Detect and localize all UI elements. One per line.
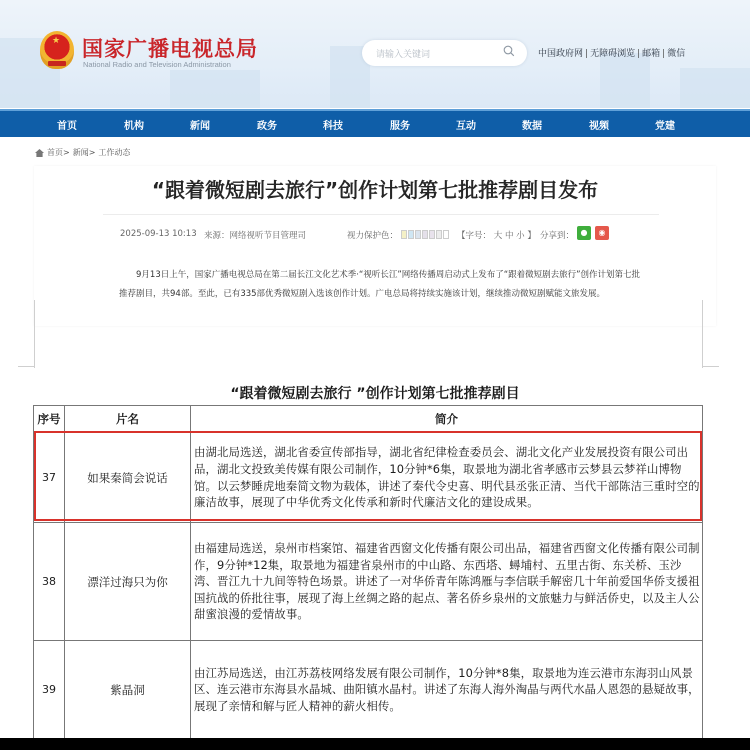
top-links bbox=[538, 46, 685, 59]
nav-item-services[interactable]: 服务 bbox=[390, 121, 410, 132]
table-row bbox=[34, 433, 703, 523]
nav-item-org[interactable]: 机构 bbox=[124, 121, 144, 132]
separator: | bbox=[662, 49, 666, 59]
eye-protect-setting bbox=[347, 229, 450, 241]
share-label: 分享到： bbox=[540, 231, 575, 241]
breadcrumb-home[interactable]: 首页> bbox=[47, 148, 70, 157]
column-header-number: 序号 bbox=[34, 406, 65, 433]
nav-item-video[interactable]: 视频 bbox=[589, 121, 609, 132]
nav-item-affairs[interactable]: 政务 bbox=[257, 121, 277, 132]
search-input[interactable]: 请输入关键词 bbox=[376, 50, 431, 60]
emblem-ribbon bbox=[48, 61, 66, 66]
font-size-small[interactable]: 小 bbox=[516, 231, 525, 241]
row-summary: 由福建局选送，泉州市档案馆、福建省西窗文化传播有限公司出品，福建省西窗文化传播有限公司制作，9分钟*12集，取景地为福建省泉州市的中山路、东西塔、蟳埔村、五里古街、东关桥、玉沙湾、晋江九十九间等特色场景。讲述了一对华侨青年陈鸿雁与李信联手解密几十年前爱国华侨支援祖国抗战的侨批往事，展现了海上丝绸之路的起点、著名侨乡泉州的文旅魅力与鲜活侨史，以及主人公甜蜜浪漫的爱情故事。 bbox=[191, 523, 703, 641]
wechat-icon[interactable]: ● bbox=[577, 226, 591, 240]
table-header-row bbox=[34, 406, 703, 433]
row-number: 38 bbox=[34, 523, 65, 641]
national-emblem-icon[interactable] bbox=[40, 31, 74, 69]
title-divider bbox=[103, 214, 659, 215]
breadcrumb-news[interactable]: 新闻> bbox=[72, 148, 96, 157]
crop-mark bbox=[18, 366, 35, 367]
crop-mark bbox=[702, 366, 719, 367]
separator: | bbox=[585, 49, 589, 59]
site-logo-title[interactable]: 国家广播电视总局 bbox=[82, 37, 258, 61]
background-building bbox=[170, 70, 260, 108]
font-size-end: 】 bbox=[527, 231, 536, 241]
recommended-dramas-table bbox=[33, 405, 703, 739]
row-number: 39 bbox=[34, 641, 65, 739]
source-value: 网络视听节目管理司 bbox=[229, 231, 307, 241]
nav-item-news[interactable]: 新闻 bbox=[190, 121, 210, 132]
link-gov-portal[interactable]: 中国政府网 bbox=[538, 49, 584, 59]
eye-color-swatch[interactable] bbox=[408, 230, 414, 239]
row-title: 如果秦简会说话 bbox=[65, 433, 191, 523]
link-wechat[interactable]: 微信 bbox=[667, 49, 686, 59]
search-box[interactable] bbox=[362, 40, 527, 66]
background-building bbox=[680, 68, 750, 108]
article-title: “跟着微短剧去旅行”创作计划第七批推荐剧目发布 bbox=[151, 178, 599, 202]
font-size-large[interactable]: 大 bbox=[493, 231, 503, 241]
row-summary: 由江苏局选送，由江苏荔枝网络发展有限公司制作，10分钟*8集，取景地为连云港市东海羽山风景区、连云港市东海县水晶城、曲阳镇水晶村。讲述了东海人海外淘晶与两代水晶人恩怨的悬疑故事，展现了亲情和解与匠人精神的薪火相传。 bbox=[191, 641, 703, 739]
article-source bbox=[204, 229, 306, 241]
row-title: 漂洋过海只为你 bbox=[65, 523, 191, 641]
article-datetime: 2025-09-13 10:13 bbox=[120, 229, 197, 239]
weibo-icon[interactable]: ◉ bbox=[595, 226, 609, 240]
eye-color-swatch[interactable] bbox=[429, 230, 435, 239]
font-size-setting bbox=[457, 229, 536, 241]
table-row bbox=[34, 641, 703, 739]
breadcrumb-current[interactable]: 工作动态 bbox=[98, 148, 131, 157]
link-accessibility[interactable]: 无障碍浏览 bbox=[590, 49, 636, 59]
crop-mark bbox=[702, 300, 703, 368]
eye-color-swatch[interactable] bbox=[436, 230, 442, 239]
row-number: 37 bbox=[34, 433, 65, 523]
site-logo-subtitle: National Radio and Television Administration bbox=[83, 60, 231, 69]
search-icon[interactable] bbox=[503, 45, 515, 57]
nav-item-data[interactable]: 数据 bbox=[522, 121, 542, 132]
article-paragraph: 9月13日上午，国家广播电视总局在第二届长江文化艺术季·“视听长江”网络传播周启动式上发布了“跟着微短剧去旅行”创作计划第七批推荐剧目，共94部。至此，已有335部优秀微短剧入选该创作计划。广电总局将持续实施该计划，继续推动微短剧赋能文旅发展。 bbox=[119, 270, 641, 299]
breadcrumb bbox=[35, 147, 130, 158]
font-size-medium[interactable]: 中 bbox=[504, 231, 514, 241]
eye-color-swatch[interactable] bbox=[415, 230, 421, 239]
eye-color-swatch[interactable] bbox=[443, 230, 449, 239]
link-mail[interactable]: 邮箱 bbox=[642, 49, 661, 59]
eye-color-swatch[interactable] bbox=[422, 230, 428, 239]
eye-color-swatch[interactable] bbox=[401, 230, 407, 239]
eye-protect-label: 视力保护色： bbox=[347, 231, 399, 241]
table-row bbox=[34, 523, 703, 641]
background-building bbox=[600, 53, 650, 108]
separator: | bbox=[637, 49, 641, 59]
row-summary: 由湖北局选送，湖北省委宣传部指导，湖北省纪律检查委员会、湖北文化产业发展投资有限公司出品，湖北文投致美传媒有限公司制作，10分钟*6集，取景地为湖北省孝感市云梦县云梦祥山博物馆。以云梦睡虎地秦简文物为载体，讲述了秦代令史喜、明代县丞张正清、当代干部陈洁三重时空的廉洁故事，展现了中华优秀文化传承和新时代廉洁文化的建设成果。 bbox=[191, 433, 703, 523]
column-header-summary: 简介 bbox=[191, 406, 703, 433]
home-icon bbox=[35, 149, 44, 157]
source-label: 来源： bbox=[204, 231, 230, 241]
star-icon: ★ bbox=[52, 36, 61, 46]
screen-edge bbox=[0, 738, 750, 750]
main-nav bbox=[0, 109, 750, 137]
column-header-title: 片名 bbox=[65, 406, 191, 433]
row-title: 紫晶洞 bbox=[65, 641, 191, 739]
document-title: “跟着微短剧去旅行 ”创作计划第七批推荐剧目 bbox=[230, 386, 520, 402]
font-size-label: 【字号： bbox=[457, 231, 492, 241]
nav-item-tech[interactable]: 科技 bbox=[323, 121, 343, 132]
crop-mark bbox=[34, 300, 35, 368]
nav-item-party[interactable]: 党建 bbox=[655, 121, 675, 132]
nav-item-interaction[interactable]: 互动 bbox=[456, 121, 476, 132]
nav-item-home[interactable]: 首页 bbox=[57, 121, 77, 132]
site-header bbox=[0, 0, 750, 108]
